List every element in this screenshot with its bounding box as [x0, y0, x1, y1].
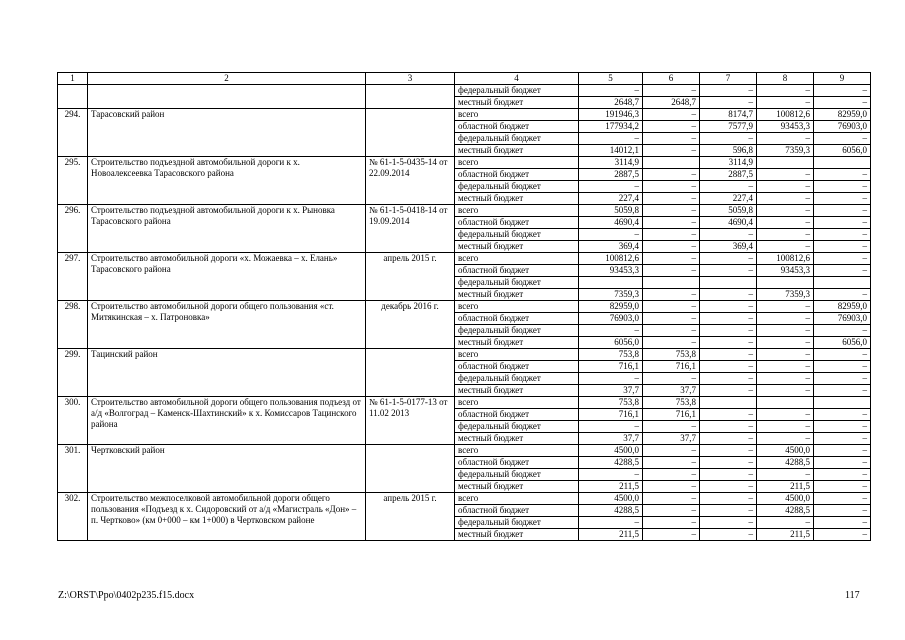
value-cell: – [579, 469, 643, 481]
value-cell: 4288,5 [579, 457, 643, 469]
table-body [58, 73, 871, 541]
value-cell: – [814, 409, 871, 421]
value-cell: 716,1 [643, 361, 700, 373]
value-cell: – [757, 301, 814, 313]
value-cell: – [643, 313, 700, 325]
budget-type-cell: областной бюджет [455, 313, 579, 325]
budget-type-cell: местный бюджет [455, 385, 579, 397]
value-cell: – [814, 85, 871, 97]
value-cell: – [814, 433, 871, 445]
value-cell: 4690,4 [579, 217, 643, 229]
value-cell: 596,8 [700, 145, 757, 157]
value-cell: – [700, 85, 757, 97]
value-cell: – [757, 313, 814, 325]
value-cell: – [643, 133, 700, 145]
value-cell: – [814, 289, 871, 301]
value-cell: – [643, 181, 700, 193]
budget-type-cell: федеральный бюджет [455, 373, 579, 385]
value-cell: – [814, 373, 871, 385]
budget-type-cell: областной бюджет [455, 265, 579, 277]
row-number-cell: 296. [58, 205, 88, 253]
value-cell: – [700, 349, 757, 361]
value-cell: 2648,7 [643, 97, 700, 109]
value-cell [643, 157, 700, 169]
value-cell: – [757, 433, 814, 445]
value-cell: – [757, 409, 814, 421]
value-cell: – [814, 349, 871, 361]
value-cell: 82959,0 [814, 109, 871, 121]
row-number-cell: 301. [58, 445, 88, 493]
value-cell: – [700, 433, 757, 445]
budget-type-cell: федеральный бюджет [455, 469, 579, 481]
budget-type-cell: местный бюджет [455, 193, 579, 205]
value-cell: – [579, 421, 643, 433]
value-cell: 211,5 [579, 529, 643, 541]
budget-type-cell: всего [455, 445, 579, 457]
document-cell: № 61-1-5-0177-13 от 11.02 2013 [366, 397, 455, 445]
value-cell: – [814, 205, 871, 217]
row-number-cell [58, 85, 88, 109]
value-cell: 4288,5 [579, 505, 643, 517]
value-cell: 100812,6 [757, 109, 814, 121]
value-cell: – [700, 229, 757, 241]
value-cell: 3114,9 [700, 157, 757, 169]
value-cell: 100812,6 [757, 253, 814, 265]
value-cell: – [814, 229, 871, 241]
document-cell [366, 445, 455, 493]
footer-page-number: 117 [845, 590, 860, 601]
value-cell: 7359,3 [757, 145, 814, 157]
value-cell: 7359,3 [579, 289, 643, 301]
object-name-cell: Чертковский район [88, 445, 366, 493]
table-row [58, 493, 871, 505]
value-cell: 4500,0 [579, 445, 643, 457]
value-cell: 82959,0 [814, 301, 871, 313]
value-cell: – [757, 229, 814, 241]
value-cell: – [814, 325, 871, 337]
value-cell: – [579, 517, 643, 529]
value-cell: – [700, 493, 757, 505]
value-cell: – [814, 217, 871, 229]
value-cell: 93453,3 [757, 121, 814, 133]
budget-type-cell: местный бюджет [455, 145, 579, 157]
value-cell: – [757, 169, 814, 181]
value-cell: – [700, 481, 757, 493]
table-row [58, 301, 871, 313]
table-row [58, 85, 871, 97]
budget-type-cell: всего [455, 109, 579, 121]
document-cell [366, 85, 455, 109]
value-cell [814, 397, 871, 409]
value-cell: 7577,9 [700, 121, 757, 133]
value-cell: – [643, 325, 700, 337]
object-name-cell: Тацинский район [88, 349, 366, 397]
value-cell: – [643, 109, 700, 121]
value-cell: – [700, 133, 757, 145]
table-row [58, 445, 871, 457]
row-number-cell: 294. [58, 109, 88, 157]
value-cell: – [814, 469, 871, 481]
value-cell: – [643, 301, 700, 313]
value-cell: – [700, 181, 757, 193]
value-cell: 753,8 [643, 349, 700, 361]
value-cell: 211,5 [579, 481, 643, 493]
value-cell: – [814, 181, 871, 193]
document-cell: № 61-1-5-0435-14 от 22.09.2014 [366, 157, 455, 205]
value-cell: 37,7 [579, 433, 643, 445]
value-cell: – [700, 301, 757, 313]
value-cell: – [700, 253, 757, 265]
document-cell: апрель 2015 г. [366, 493, 455, 541]
value-cell: – [814, 265, 871, 277]
value-cell: 369,4 [700, 241, 757, 253]
value-cell [643, 277, 700, 289]
value-cell: 93453,3 [579, 265, 643, 277]
budget-type-cell: местный бюджет [455, 337, 579, 349]
budget-type-cell: федеральный бюджет [455, 229, 579, 241]
object-name-cell: Тарасовский район [88, 109, 366, 157]
value-cell: – [757, 181, 814, 193]
value-cell: – [814, 97, 871, 109]
budget-type-cell: всего [455, 493, 579, 505]
value-cell: – [643, 193, 700, 205]
value-cell: – [643, 457, 700, 469]
value-cell: 5059,8 [700, 205, 757, 217]
value-cell: 6056,0 [814, 337, 871, 349]
value-cell: – [757, 385, 814, 397]
value-cell: – [643, 517, 700, 529]
value-cell [757, 397, 814, 409]
budget-type-cell: всего [455, 253, 579, 265]
value-cell: – [814, 421, 871, 433]
table-row [58, 109, 871, 121]
value-cell: 211,5 [757, 529, 814, 541]
value-cell: – [814, 529, 871, 541]
value-cell: 191946,3 [579, 109, 643, 121]
value-cell: – [757, 85, 814, 97]
value-cell: – [579, 373, 643, 385]
header-cell: 1 [58, 73, 88, 85]
value-cell: – [700, 529, 757, 541]
value-cell: – [643, 445, 700, 457]
value-cell: – [643, 121, 700, 133]
value-cell: – [643, 241, 700, 253]
budget-type-cell: всего [455, 397, 579, 409]
budget-type-cell: федеральный бюджет [455, 133, 579, 145]
budget-type-cell: федеральный бюджет [455, 181, 579, 193]
value-cell: 4500,0 [579, 493, 643, 505]
budget-type-cell: федеральный бюджет [455, 517, 579, 529]
budget-type-cell: областной бюджет [455, 409, 579, 421]
value-cell: 227,4 [700, 193, 757, 205]
header-cell: 2 [88, 73, 366, 85]
value-cell: – [643, 505, 700, 517]
budget-type-cell: областной бюджет [455, 169, 579, 181]
value-cell: – [643, 229, 700, 241]
value-cell: 4288,5 [757, 505, 814, 517]
budget-type-cell: всего [455, 205, 579, 217]
object-name-cell: Строительство автомобильной дороги «х. Можаевка – х. Елань» Тарасовского района [88, 253, 366, 301]
value-cell [814, 277, 871, 289]
value-cell: 753,8 [643, 397, 700, 409]
value-cell: 4690,4 [700, 217, 757, 229]
row-number-cell: 299. [58, 349, 88, 397]
value-cell: – [757, 205, 814, 217]
value-cell: – [700, 289, 757, 301]
value-cell: – [814, 493, 871, 505]
value-cell: – [700, 421, 757, 433]
header-cell: 5 [579, 73, 643, 85]
value-cell: 37,7 [643, 433, 700, 445]
value-cell [814, 157, 871, 169]
value-cell: – [643, 145, 700, 157]
value-cell: – [700, 373, 757, 385]
value-cell: 716,1 [643, 409, 700, 421]
header-cell: 3 [366, 73, 455, 85]
object-name-cell: Строительство подъездной автомобильной дороги к х. Рыновка Тарасовского района [88, 205, 366, 253]
object-name-cell: Строительство автомобильной дороги общего пользования «ст. Митякинская – х. Патроновка» [88, 301, 366, 349]
value-cell: 5059,8 [579, 205, 643, 217]
budget-type-cell: федеральный бюджет [455, 325, 579, 337]
value-cell: – [757, 349, 814, 361]
budget-type-cell: всего [455, 349, 579, 361]
value-cell: – [643, 469, 700, 481]
budget-type-cell: федеральный бюджет [455, 85, 579, 97]
value-cell: – [814, 517, 871, 529]
value-cell [700, 277, 757, 289]
value-cell: 227,4 [579, 193, 643, 205]
value-cell: 177934,2 [579, 121, 643, 133]
document-cell: апрель 2015 г. [366, 253, 455, 301]
value-cell: – [814, 241, 871, 253]
budget-type-cell: областной бюджет [455, 457, 579, 469]
value-cell: 369,4 [579, 241, 643, 253]
value-cell: – [700, 313, 757, 325]
value-cell: – [757, 241, 814, 253]
value-cell: – [643, 169, 700, 181]
value-cell: – [814, 253, 871, 265]
table-row [58, 205, 871, 217]
value-cell: – [700, 265, 757, 277]
value-cell: – [757, 217, 814, 229]
row-number-cell: 297. [58, 253, 88, 301]
table-row [58, 253, 871, 265]
value-cell: 76903,0 [814, 121, 871, 133]
value-cell: – [643, 253, 700, 265]
value-cell: – [643, 205, 700, 217]
value-cell: – [579, 229, 643, 241]
footer-file-path: Z:\ORST\Ppo\0402p235.f15.docx [58, 590, 195, 601]
value-cell: – [579, 181, 643, 193]
row-number-cell: 298. [58, 301, 88, 349]
value-cell: 37,7 [643, 385, 700, 397]
value-cell: – [757, 361, 814, 373]
value-cell: – [814, 193, 871, 205]
value-cell: – [757, 133, 814, 145]
budget-type-cell: местный бюджет [455, 529, 579, 541]
header-cell: 4 [455, 73, 579, 85]
object-name-cell: Строительство автомобильной дороги общего пользования подъезд от а/д «Волгоград – Каменск-Шахтинский» к х. Комиссаров Тацинского района [88, 397, 366, 445]
value-cell: – [643, 289, 700, 301]
budget-type-cell: всего [455, 301, 579, 313]
value-cell: 211,5 [757, 481, 814, 493]
table-row [58, 157, 871, 169]
document-cell [366, 349, 455, 397]
row-number-cell: 300. [58, 397, 88, 445]
value-cell: – [643, 337, 700, 349]
value-cell: 716,1 [579, 361, 643, 373]
value-cell: – [643, 85, 700, 97]
value-cell: 753,8 [579, 349, 643, 361]
value-cell: – [700, 505, 757, 517]
value-cell: 2887,5 [700, 169, 757, 181]
value-cell: 2887,5 [579, 169, 643, 181]
value-cell: – [757, 97, 814, 109]
value-cell: 4500,0 [757, 493, 814, 505]
value-cell: – [757, 517, 814, 529]
document-cell: № 61-1-5-0418-14 от 19.09.2014 [366, 205, 455, 253]
header-cell: 9 [814, 73, 871, 85]
value-cell: – [643, 421, 700, 433]
value-cell [579, 277, 643, 289]
object-name-cell: Строительство межпоселковой автомобильной дороги общего пользования «Подъезд к х. Сидоровский от а/д «Магистраль «Дон» – п. Чертково» (км 0+000 – км 1+000) в Чертковском районе [88, 493, 366, 541]
value-cell [757, 277, 814, 289]
budget-type-cell: областной бюджет [455, 361, 579, 373]
budget-type-cell: всего [455, 157, 579, 169]
value-cell: 2648,7 [579, 97, 643, 109]
object-name-cell: Строительство подъездной автомобильной дороги к х. Новоалексеевка Тарасовского района [88, 157, 366, 205]
value-cell: 4288,5 [757, 457, 814, 469]
budget-type-cell: местный бюджет [455, 241, 579, 253]
value-cell: – [579, 85, 643, 97]
value-cell: 82959,0 [579, 301, 643, 313]
value-cell: – [579, 133, 643, 145]
value-cell: 93453,3 [757, 265, 814, 277]
budget-type-cell: местный бюджет [455, 481, 579, 493]
value-cell: – [814, 445, 871, 457]
value-cell: – [643, 265, 700, 277]
value-cell: 8174,7 [700, 109, 757, 121]
value-cell: – [814, 505, 871, 517]
value-cell: – [814, 457, 871, 469]
budget-type-cell: федеральный бюджет [455, 421, 579, 433]
budget-type-cell: областной бюджет [455, 121, 579, 133]
value-cell: 76903,0 [814, 313, 871, 325]
row-number-cell: 302. [58, 493, 88, 541]
value-cell: – [700, 325, 757, 337]
value-cell: – [700, 457, 757, 469]
value-cell: 76903,0 [579, 313, 643, 325]
value-cell: – [643, 373, 700, 385]
value-cell: 14012,1 [579, 145, 643, 157]
table-row [58, 349, 871, 361]
value-cell: 753,8 [579, 397, 643, 409]
value-cell: – [700, 409, 757, 421]
budget-type-cell: областной бюджет [455, 505, 579, 517]
value-cell: 6056,0 [814, 145, 871, 157]
budget-table [57, 72, 871, 541]
header-cell: 8 [757, 73, 814, 85]
header-row [58, 73, 871, 85]
value-cell: – [814, 481, 871, 493]
header-cell: 7 [700, 73, 757, 85]
value-cell [700, 397, 757, 409]
value-cell: – [579, 325, 643, 337]
value-cell: – [700, 469, 757, 481]
value-cell: – [700, 361, 757, 373]
value-cell: – [814, 361, 871, 373]
object-name-cell [88, 85, 366, 109]
budget-type-cell: областной бюджет [455, 217, 579, 229]
value-cell: 716,1 [579, 409, 643, 421]
value-cell: – [814, 385, 871, 397]
value-cell [757, 157, 814, 169]
value-cell: – [643, 493, 700, 505]
value-cell: – [700, 337, 757, 349]
value-cell: – [814, 133, 871, 145]
row-number-cell: 295. [58, 157, 88, 205]
value-cell: 3114,9 [579, 157, 643, 169]
value-cell: 6056,0 [579, 337, 643, 349]
value-cell: – [757, 325, 814, 337]
document-cell [366, 109, 455, 157]
value-cell: – [700, 97, 757, 109]
value-cell: – [643, 217, 700, 229]
value-cell: – [700, 445, 757, 457]
value-cell: – [757, 193, 814, 205]
value-cell: – [757, 337, 814, 349]
value-cell: 37,7 [579, 385, 643, 397]
value-cell: – [757, 373, 814, 385]
header-cell: 6 [643, 73, 700, 85]
value-cell: – [643, 529, 700, 541]
budget-type-cell: местный бюджет [455, 289, 579, 301]
value-cell: – [814, 169, 871, 181]
budget-type-cell: местный бюджет [455, 97, 579, 109]
value-cell: – [757, 421, 814, 433]
value-cell: 4500,0 [757, 445, 814, 457]
document-cell: декабрь 2016 г. [366, 301, 455, 349]
value-cell: – [757, 469, 814, 481]
table-row [58, 397, 871, 409]
value-cell: – [643, 481, 700, 493]
budget-type-cell: местный бюджет [455, 433, 579, 445]
value-cell: – [700, 385, 757, 397]
budget-type-cell: федеральный бюджет [455, 277, 579, 289]
value-cell: – [700, 517, 757, 529]
value-cell: 7359,3 [757, 289, 814, 301]
value-cell: 100812,6 [579, 253, 643, 265]
